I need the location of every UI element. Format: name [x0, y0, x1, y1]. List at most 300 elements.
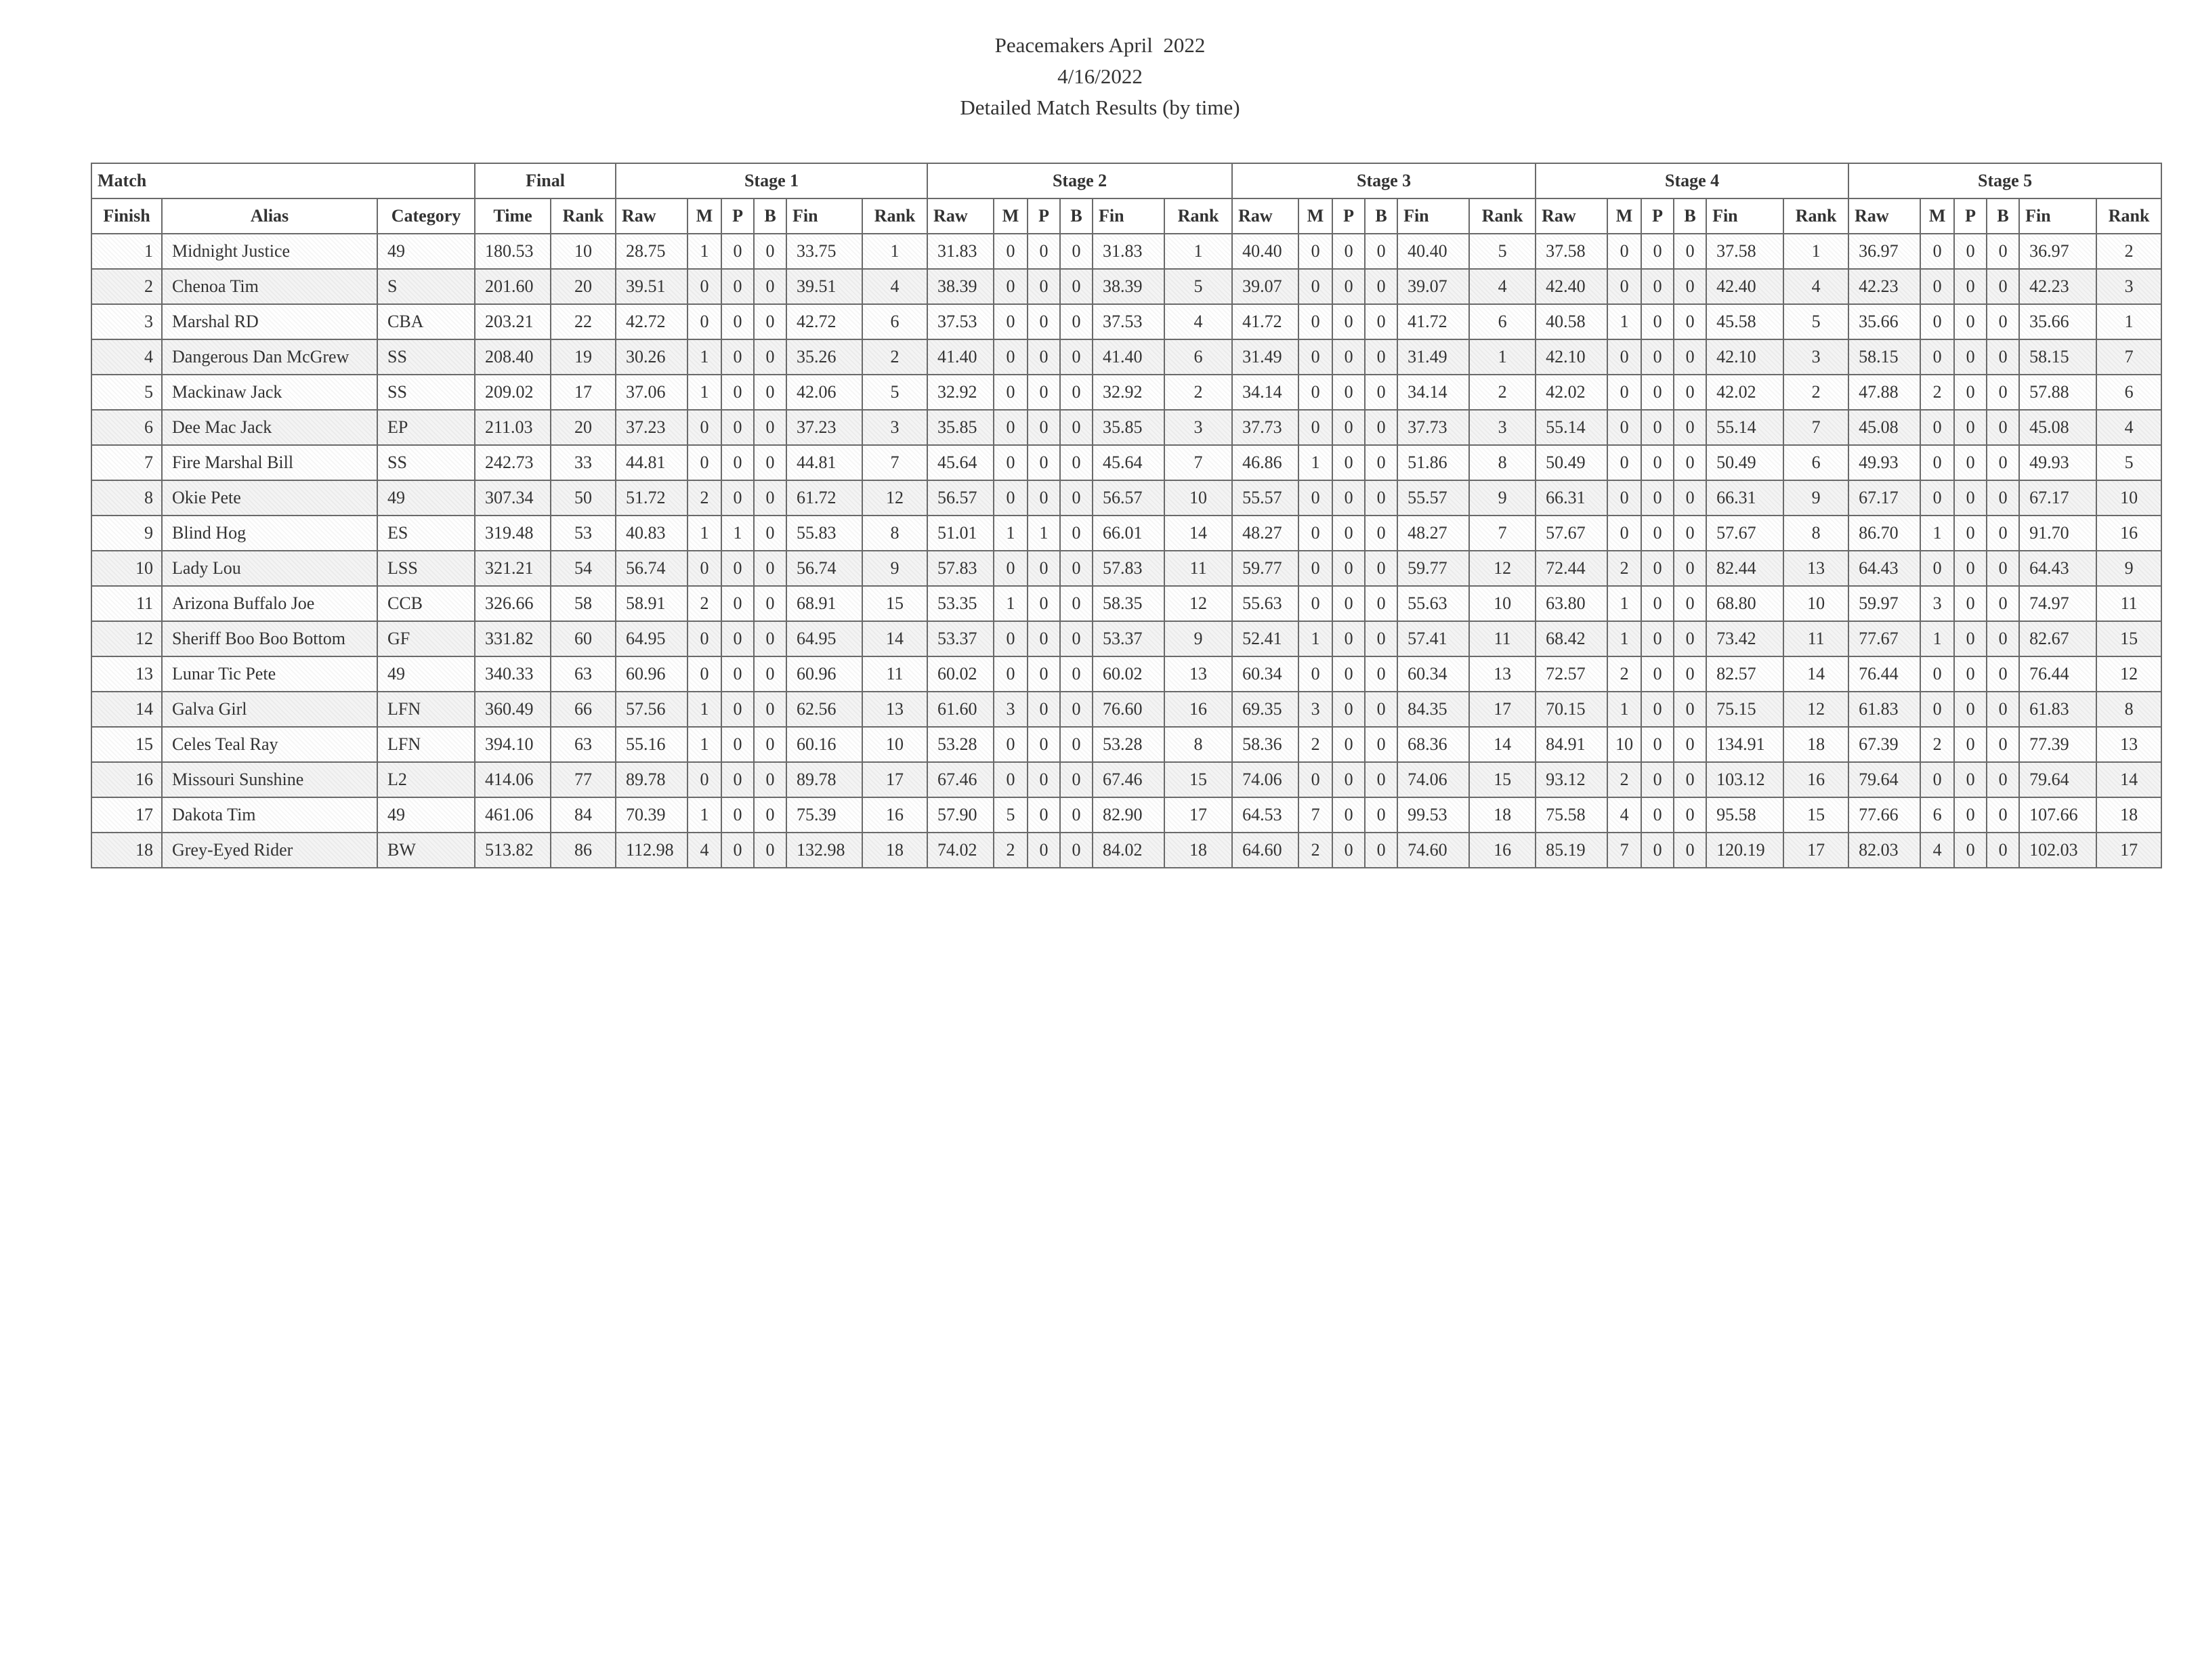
alias-cell: Marshal RD	[162, 304, 377, 339]
stage-5-fin-cell: 107.66	[2019, 797, 2096, 833]
stage-3-b-cell: 0	[1365, 304, 1397, 339]
stage-1-fin-cell: 35.26	[786, 339, 862, 375]
stage-4-raw-cell: 40.58	[1536, 304, 1607, 339]
stage-4-rank-cell: 11	[1783, 621, 1848, 656]
stage-3-raw-cell: 31.49	[1232, 339, 1298, 375]
stage-1-b-cell: 0	[754, 445, 786, 480]
stage-1-p-cell: 0	[721, 833, 754, 868]
stage-5-rank-cell: 12	[2096, 656, 2161, 692]
final-rank-cell: 58	[551, 586, 616, 621]
stage-2-raw-cell: 74.02	[927, 833, 994, 868]
stage-3-rank-cell: 8	[1469, 445, 1536, 480]
stage-2-p-cell: 0	[1028, 375, 1060, 410]
table-row	[91, 797, 2161, 833]
time-column-header: Time	[475, 198, 551, 234]
stage-3-fin-cell: 55.57	[1397, 480, 1469, 516]
stage-3-p-cell: 0	[1332, 480, 1365, 516]
stage-3-p-cell: 0	[1332, 410, 1365, 445]
stage-4-p-cell: 0	[1641, 375, 1674, 410]
stage-4-rank-cell: 7	[1783, 410, 1848, 445]
stage-3-b-cell: 0	[1365, 269, 1397, 304]
stage-3-m-column-header: M	[1298, 198, 1332, 234]
stage-4-raw-cell: 37.58	[1536, 234, 1607, 269]
stage-3-fin-cell: 51.86	[1397, 445, 1469, 480]
final-rank-cell: 86	[551, 833, 616, 868]
stage-2-rank-cell: 16	[1164, 692, 1232, 727]
stage-3-rank-cell: 11	[1469, 621, 1536, 656]
stage-5-raw-cell: 64.43	[1848, 551, 1920, 586]
stage-5-raw-cell: 77.66	[1848, 797, 1920, 833]
stage-1-b-cell: 0	[754, 234, 786, 269]
stage-4-b-cell: 0	[1674, 586, 1706, 621]
stage-1-rank-cell: 17	[862, 762, 927, 797]
alias-cell: Sheriff Boo Boo Bottom	[162, 621, 377, 656]
match-group-header: Match	[91, 163, 475, 198]
finish-cell: 15	[91, 727, 162, 762]
stage-1-m-cell: 4	[688, 833, 721, 868]
stage-3-fin-column-header: Fin	[1397, 198, 1469, 234]
stage-5-m-cell: 0	[1920, 692, 1954, 727]
category-cell: CCB	[377, 586, 475, 621]
stage-2-m-cell: 5	[994, 797, 1028, 833]
stage-5-p-cell: 0	[1954, 762, 1987, 797]
time-cell: 203.21	[475, 304, 551, 339]
final-rank-cell: 63	[551, 727, 616, 762]
stage-2-rank-cell: 3	[1164, 410, 1232, 445]
stage-1-rank-cell: 7	[862, 445, 927, 480]
stage-3-b-cell: 0	[1365, 551, 1397, 586]
stage-1-raw-cell: 30.26	[616, 339, 688, 375]
stage-3-p-cell: 0	[1332, 339, 1365, 375]
stage-3-m-cell: 0	[1298, 586, 1332, 621]
stage-5-p-cell: 0	[1954, 234, 1987, 269]
stage-5-fin-cell: 45.08	[2019, 410, 2096, 445]
stage-3-fin-cell: 31.49	[1397, 339, 1469, 375]
stage-3-rank-cell: 12	[1469, 551, 1536, 586]
stage-4-m-cell: 1	[1607, 304, 1641, 339]
stage-1-p-cell: 0	[721, 762, 754, 797]
stage-1-fin-cell: 68.91	[786, 586, 862, 621]
final-rank-cell: 77	[551, 762, 616, 797]
stage-3-rank-cell: 1	[1469, 339, 1536, 375]
stage-2-raw-cell: 67.46	[927, 762, 994, 797]
stage-3-m-cell: 0	[1298, 551, 1332, 586]
stage-5-m-cell: 0	[1920, 656, 1954, 692]
stage-5-raw-cell: 86.70	[1848, 516, 1920, 551]
stage-2-b-cell: 0	[1060, 727, 1093, 762]
category-cell: LFN	[377, 692, 475, 727]
stage-5-rank-cell: 10	[2096, 480, 2161, 516]
finish-cell: 5	[91, 375, 162, 410]
stage-5-m-cell: 1	[1920, 516, 1954, 551]
stage-3-raw-cell: 64.53	[1232, 797, 1298, 833]
stage-5-fin-cell: 74.97	[2019, 586, 2096, 621]
stage-4-fin-cell: 95.58	[1706, 797, 1783, 833]
stage-4-p-cell: 0	[1641, 727, 1674, 762]
stage-4-m-cell: 0	[1607, 269, 1641, 304]
alias-cell: Celes Teal Ray	[162, 727, 377, 762]
stage-1-raw-cell: 44.81	[616, 445, 688, 480]
stage-1-p-cell: 1	[721, 516, 754, 551]
stage-3-b-cell: 0	[1365, 727, 1397, 762]
stage-1-m-cell: 2	[688, 480, 721, 516]
stage-3-header: Stage 3	[1232, 163, 1536, 198]
alias-cell: Grey-Eyed Rider	[162, 833, 377, 868]
stage-3-p-cell: 0	[1332, 797, 1365, 833]
stage-4-m-cell: 0	[1607, 410, 1641, 445]
stage-2-fin-cell: 82.90	[1093, 797, 1164, 833]
stage-4-b-cell: 0	[1674, 375, 1706, 410]
stage-1-raw-cell: 37.06	[616, 375, 688, 410]
stage-4-fin-cell: 82.44	[1706, 551, 1783, 586]
table-row	[91, 692, 2161, 727]
stage-2-p-column-header: P	[1028, 198, 1060, 234]
alias-cell: Galva Girl	[162, 692, 377, 727]
finish-cell: 4	[91, 339, 162, 375]
stage-4-p-cell: 0	[1641, 551, 1674, 586]
stage-3-m-cell: 0	[1298, 516, 1332, 551]
stage-1-m-cell: 1	[688, 339, 721, 375]
stage-5-p-cell: 0	[1954, 339, 1987, 375]
stage-1-m-cell: 1	[688, 727, 721, 762]
document-header	[0, 30, 2200, 123]
stage-1-rank-cell: 8	[862, 516, 927, 551]
stage-4-m-cell: 1	[1607, 692, 1641, 727]
stage-3-m-cell: 2	[1298, 833, 1332, 868]
stage-3-rank-cell: 10	[1469, 586, 1536, 621]
stage-3-raw-cell: 69.35	[1232, 692, 1298, 727]
stage-5-b-cell: 0	[1987, 410, 2019, 445]
alias-cell: Midnight Justice	[162, 234, 377, 269]
stage-5-m-cell: 0	[1920, 304, 1954, 339]
time-cell: 360.49	[475, 692, 551, 727]
alias-cell: Missouri Sunshine	[162, 762, 377, 797]
stage-2-raw-column-header: Raw	[927, 198, 994, 234]
stage-1-raw-column-header: Raw	[616, 198, 688, 234]
stage-1-raw-cell: 112.98	[616, 833, 688, 868]
stage-1-rank-column-header: Rank	[862, 198, 927, 234]
stage-5-p-cell: 0	[1954, 656, 1987, 692]
stage-1-b-cell: 0	[754, 762, 786, 797]
stage-5-p-cell: 0	[1954, 269, 1987, 304]
stage-3-p-cell: 0	[1332, 551, 1365, 586]
stage-3-p-cell: 0	[1332, 621, 1365, 656]
stage-3-rank-cell: 7	[1469, 516, 1536, 551]
stage-3-p-cell: 0	[1332, 692, 1365, 727]
stage-1-b-cell: 0	[754, 797, 786, 833]
stage-3-fin-cell: 39.07	[1397, 269, 1469, 304]
stage-1-m-cell: 1	[688, 797, 721, 833]
stage-5-rank-cell: 11	[2096, 586, 2161, 621]
stage-2-raw-cell: 35.85	[927, 410, 994, 445]
stage-4-raw-cell: 63.80	[1536, 586, 1607, 621]
stage-4-raw-cell: 42.40	[1536, 269, 1607, 304]
stage-2-raw-cell: 60.02	[927, 656, 994, 692]
stage-3-b-cell: 0	[1365, 692, 1397, 727]
stage-2-raw-cell: 32.92	[927, 375, 994, 410]
stage-5-b-cell: 0	[1987, 269, 2019, 304]
stage-4-raw-column-header: Raw	[1536, 198, 1607, 234]
stage-3-b-cell: 0	[1365, 833, 1397, 868]
stage-4-m-cell: 1	[1607, 586, 1641, 621]
finish-cell: 2	[91, 269, 162, 304]
stage-5-p-cell: 0	[1954, 304, 1987, 339]
category-cell: L2	[377, 762, 475, 797]
table-row	[91, 234, 2161, 269]
stage-4-p-cell: 0	[1641, 410, 1674, 445]
stage-2-m-cell: 0	[994, 621, 1028, 656]
stage-1-fin-cell: 89.78	[786, 762, 862, 797]
stage-5-m-cell: 0	[1920, 339, 1954, 375]
stage-5-b-cell: 0	[1987, 551, 2019, 586]
stage-2-fin-cell: 57.83	[1093, 551, 1164, 586]
stage-2-m-cell: 3	[994, 692, 1028, 727]
stage-3-b-cell: 0	[1365, 234, 1397, 269]
stage-3-rank-cell: 18	[1469, 797, 1536, 833]
stage-1-raw-cell: 28.75	[616, 234, 688, 269]
stage-2-m-cell: 0	[994, 269, 1028, 304]
finish-cell: 1	[91, 234, 162, 269]
stage-5-fin-cell: 79.64	[2019, 762, 2096, 797]
stage-1-fin-cell: 33.75	[786, 234, 862, 269]
stage-3-m-cell: 0	[1298, 375, 1332, 410]
alias-cell: Dakota Tim	[162, 797, 377, 833]
stage-1-m-cell: 1	[688, 234, 721, 269]
stage-2-rank-cell: 10	[1164, 480, 1232, 516]
stage-1-fin-cell: 61.72	[786, 480, 862, 516]
stage-5-raw-cell: 77.67	[1848, 621, 1920, 656]
stage-1-fin-cell: 37.23	[786, 410, 862, 445]
stage-4-fin-cell: 57.67	[1706, 516, 1783, 551]
table-row	[91, 339, 2161, 375]
stage-5-fin-cell: 36.97	[2019, 234, 2096, 269]
final-rank-cell: 50	[551, 480, 616, 516]
stage-1-fin-cell: 62.56	[786, 692, 862, 727]
time-cell: 513.82	[475, 833, 551, 868]
stage-5-raw-cell: 49.93	[1848, 445, 1920, 480]
stage-1-raw-cell: 57.56	[616, 692, 688, 727]
stage-5-raw-cell: 67.39	[1848, 727, 1920, 762]
stage-2-p-cell: 0	[1028, 692, 1060, 727]
finish-cell: 16	[91, 762, 162, 797]
stage-5-fin-cell: 91.70	[2019, 516, 2096, 551]
stage-1-fin-cell: 132.98	[786, 833, 862, 868]
stage-5-rank-cell: 18	[2096, 797, 2161, 833]
stage-2-rank-cell: 2	[1164, 375, 1232, 410]
finish-cell: 13	[91, 656, 162, 692]
stage-1-m-cell: 1	[688, 516, 721, 551]
stage-1-m-cell: 1	[688, 692, 721, 727]
stage-1-b-cell: 0	[754, 551, 786, 586]
stage-1-raw-cell: 40.83	[616, 516, 688, 551]
stage-3-rank-cell: 17	[1469, 692, 1536, 727]
final-rank-cell: 63	[551, 656, 616, 692]
stage-1-rank-cell: 13	[862, 692, 927, 727]
stage-1-rank-cell: 15	[862, 586, 927, 621]
stage-1-rank-cell: 1	[862, 234, 927, 269]
stage-1-b-cell: 0	[754, 586, 786, 621]
stage-2-p-cell: 0	[1028, 727, 1060, 762]
stage-4-fin-cell: 68.80	[1706, 586, 1783, 621]
stage-4-rank-cell: 18	[1783, 727, 1848, 762]
stage-3-p-cell: 0	[1332, 586, 1365, 621]
stage-2-rank-cell: 5	[1164, 269, 1232, 304]
stage-1-m-cell: 0	[688, 551, 721, 586]
final-rank-cell: 20	[551, 269, 616, 304]
stage-2-raw-cell: 51.01	[927, 516, 994, 551]
stage-4-p-cell: 0	[1641, 833, 1674, 868]
stage-1-rank-cell: 12	[862, 480, 927, 516]
stage-5-m-cell: 3	[1920, 586, 1954, 621]
final-rank-cell: 19	[551, 339, 616, 375]
finish-cell: 17	[91, 797, 162, 833]
stage-3-m-cell: 0	[1298, 234, 1332, 269]
stage-5-rank-cell: 5	[2096, 445, 2161, 480]
stage-1-raw-cell: 60.96	[616, 656, 688, 692]
stage-4-b-column-header: B	[1674, 198, 1706, 234]
document-date: 4/16/2022	[1057, 64, 1143, 88]
stage-2-m-cell: 0	[994, 445, 1028, 480]
stage-4-m-cell: 1	[1607, 621, 1641, 656]
stage-5-m-cell: 6	[1920, 797, 1954, 833]
category-cell: S	[377, 269, 475, 304]
stage-2-b-cell: 0	[1060, 269, 1093, 304]
stage-4-b-cell: 0	[1674, 833, 1706, 868]
stage-1-p-cell: 0	[721, 551, 754, 586]
stage-2-rank-cell: 1	[1164, 234, 1232, 269]
stage-4-p-cell: 0	[1641, 797, 1674, 833]
stage-5-fin-cell: 61.83	[2019, 692, 2096, 727]
stage-4-raw-cell: 72.57	[1536, 656, 1607, 692]
stage-1-b-cell: 0	[754, 339, 786, 375]
stage-2-raw-cell: 37.53	[927, 304, 994, 339]
stage-4-header: Stage 4	[1536, 163, 1848, 198]
time-cell: 201.60	[475, 269, 551, 304]
finish-cell: 3	[91, 304, 162, 339]
stage-5-b-cell: 0	[1987, 339, 2019, 375]
final-rank-cell: 60	[551, 621, 616, 656]
stage-5-b-cell: 0	[1987, 445, 2019, 480]
stage-4-fin-cell: 103.12	[1706, 762, 1783, 797]
stage-4-fin-cell: 66.31	[1706, 480, 1783, 516]
stage-1-p-cell: 0	[721, 375, 754, 410]
stage-1-raw-cell: 56.74	[616, 551, 688, 586]
stage-2-raw-cell: 41.40	[927, 339, 994, 375]
stage-1-raw-cell: 89.78	[616, 762, 688, 797]
stage-2-m-cell: 0	[994, 480, 1028, 516]
stage-5-rank-cell: 3	[2096, 269, 2161, 304]
stage-2-fin-cell: 32.92	[1093, 375, 1164, 410]
stage-2-p-cell: 0	[1028, 445, 1060, 480]
stage-5-raw-cell: 58.15	[1848, 339, 1920, 375]
stage-5-m-cell: 0	[1920, 551, 1954, 586]
stage-4-raw-cell: 72.44	[1536, 551, 1607, 586]
stage-4-b-cell: 0	[1674, 304, 1706, 339]
stage-2-m-column-header: M	[994, 198, 1028, 234]
stage-4-rank-cell: 1	[1783, 234, 1848, 269]
stage-2-raw-cell: 53.28	[927, 727, 994, 762]
stage-1-p-cell: 0	[721, 269, 754, 304]
stage-4-raw-cell: 68.42	[1536, 621, 1607, 656]
stage-1-b-cell: 0	[754, 410, 786, 445]
stage-4-fin-cell: 42.10	[1706, 339, 1783, 375]
document-subtitle: Detailed Match Results (by time)	[960, 96, 1240, 119]
stage-4-m-column-header: M	[1607, 198, 1641, 234]
category-cell: 49	[377, 797, 475, 833]
stage-3-raw-cell: 40.40	[1232, 234, 1298, 269]
stage-1-rank-cell: 11	[862, 656, 927, 692]
stage-5-b-column-header: B	[1987, 198, 2019, 234]
table-row	[91, 375, 2161, 410]
stage-4-raw-cell: 50.49	[1536, 445, 1607, 480]
stage-2-b-cell: 0	[1060, 445, 1093, 480]
stage-4-p-cell: 0	[1641, 586, 1674, 621]
stage-3-m-cell: 0	[1298, 480, 1332, 516]
stage-3-b-cell: 0	[1365, 410, 1397, 445]
stage-3-m-cell: 0	[1298, 762, 1332, 797]
stage-4-rank-cell: 10	[1783, 586, 1848, 621]
time-cell: 319.48	[475, 516, 551, 551]
stage-4-p-column-header: P	[1641, 198, 1674, 234]
stage-5-raw-cell: 59.97	[1848, 586, 1920, 621]
stage-3-m-cell: 1	[1298, 621, 1332, 656]
category-cell: EP	[377, 410, 475, 445]
stage-1-m-cell: 0	[688, 269, 721, 304]
category-cell: SS	[377, 375, 475, 410]
time-cell: 394.10	[475, 727, 551, 762]
alias-column-header: Alias	[162, 198, 377, 234]
category-cell: 49	[377, 480, 475, 516]
stage-4-m-cell: 10	[1607, 727, 1641, 762]
alias-cell: Fire Marshal Bill	[162, 445, 377, 480]
stage-4-fin-column-header: Fin	[1706, 198, 1783, 234]
alias-cell: Okie Pete	[162, 480, 377, 516]
stage-4-rank-cell: 8	[1783, 516, 1848, 551]
stage-1-fin-cell: 60.96	[786, 656, 862, 692]
stage-1-raw-cell: 42.72	[616, 304, 688, 339]
stage-1-raw-cell: 39.51	[616, 269, 688, 304]
stage-2-raw-cell: 57.90	[927, 797, 994, 833]
time-cell: 326.66	[475, 586, 551, 621]
stage-2-m-cell: 0	[994, 339, 1028, 375]
category-cell: 49	[377, 234, 475, 269]
stage-2-fin-cell: 35.85	[1093, 410, 1164, 445]
stage-2-raw-cell: 45.64	[927, 445, 994, 480]
stage-4-m-cell: 7	[1607, 833, 1641, 868]
stage-1-p-cell: 0	[721, 339, 754, 375]
category-cell: ES	[377, 516, 475, 551]
stage-2-fin-column-header: Fin	[1093, 198, 1164, 234]
stage-4-p-cell: 0	[1641, 445, 1674, 480]
table-row	[91, 656, 2161, 692]
stage-1-b-cell: 0	[754, 304, 786, 339]
stage-1-b-column-header: B	[754, 198, 786, 234]
stage-1-rank-cell: 4	[862, 269, 927, 304]
stage-3-b-cell: 0	[1365, 339, 1397, 375]
stage-1-fin-cell: 44.81	[786, 445, 862, 480]
stage-5-b-cell: 0	[1987, 621, 2019, 656]
stage-3-fin-cell: 68.36	[1397, 727, 1469, 762]
stage-2-m-cell: 0	[994, 410, 1028, 445]
stage-2-p-cell: 0	[1028, 480, 1060, 516]
stage-4-raw-cell: 66.31	[1536, 480, 1607, 516]
stage-4-p-cell: 0	[1641, 516, 1674, 551]
stage-2-p-cell: 1	[1028, 516, 1060, 551]
stage-3-fin-cell: 99.53	[1397, 797, 1469, 833]
alias-cell: Blind Hog	[162, 516, 377, 551]
stage-1-raw-cell: 37.23	[616, 410, 688, 445]
stage-1-rank-cell: 6	[862, 304, 927, 339]
